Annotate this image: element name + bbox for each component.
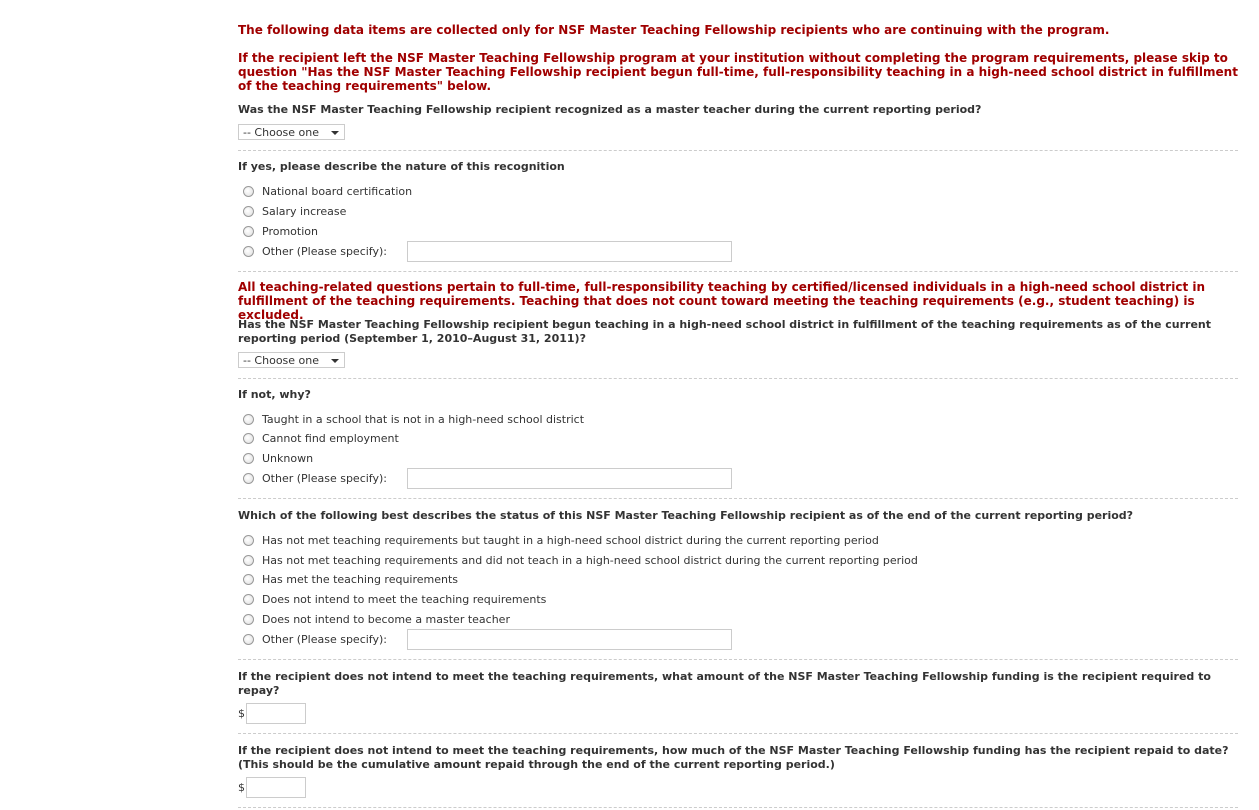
q7-amount-input[interactable] <box>246 777 306 798</box>
q1-select-value: -- Choose one <box>243 126 320 139</box>
skip-note: If the recipient left the NSF Master Teaching Fellowship program at your institution without completing the program requirements, please skip to question "Has the NSF Master Teaching Fellowship recipient begun full-time, full-responsibility teaching in a high-need school district in fulfillment of the teaching requirements" below. <box>238 51 1238 93</box>
option-label: Salary increase <box>262 204 347 218</box>
option-label: Has not met teaching requirements but taught in a high-need school district during the current reporting period <box>262 533 879 547</box>
divider <box>238 271 1238 272</box>
radio-button[interactable] <box>243 414 254 425</box>
radio-button[interactable] <box>243 574 254 585</box>
q2-option[interactable] <box>243 201 346 221</box>
radio-button[interactable] <box>243 535 254 546</box>
q5-label: Which of the following best describes the status of this NSF Master Teaching Fellowship recipient as of the end of the current reporting period? <box>238 509 1134 522</box>
q5-option[interactable] <box>243 550 918 570</box>
q4-other-input[interactable] <box>407 468 732 489</box>
divider <box>238 733 1238 734</box>
q6-amount <box>238 703 306 724</box>
q1-select[interactable] <box>238 124 345 140</box>
q5-option[interactable] <box>243 629 387 649</box>
option-label: Other (Please specify): <box>262 471 387 485</box>
q3-select[interactable] <box>238 352 345 368</box>
q5-option[interactable] <box>243 589 546 609</box>
q4-option[interactable] <box>243 448 313 468</box>
option-label: Taught in a school that is not in a high-need school district <box>262 412 585 426</box>
radio-button[interactable] <box>243 634 254 645</box>
q3-select-value: -- Choose one <box>243 354 320 367</box>
chevron-down-icon <box>331 131 339 135</box>
q2-option[interactable] <box>243 241 387 261</box>
q2-label: If yes, please describe the nature of this recognition <box>238 160 565 173</box>
currency-symbol: $ <box>238 707 245 720</box>
radio-button[interactable] <box>243 453 254 464</box>
option-label: Has met the teaching requirements <box>262 572 459 586</box>
intro-note: The following data items are collected only for NSF Master Teaching Fellowship recipients who are continuing with the program. <box>238 23 1110 37</box>
radio-button[interactable] <box>243 226 254 237</box>
q7-label: If the recipient does not intend to meet the teaching requirements, how much of the NSF Master Teaching Fellowship funding has the recipient repaid to date? (This should be the cumulative amount repaid through the end of the current reporting period.) <box>238 744 1229 771</box>
chevron-down-icon <box>331 359 339 363</box>
option-label: Other (Please specify): <box>262 244 387 258</box>
divider <box>238 150 1238 151</box>
divider <box>238 807 1238 808</box>
q2-option[interactable] <box>243 181 412 201</box>
q7-amount <box>238 777 306 798</box>
q5-option[interactable] <box>243 569 458 589</box>
q2-other-input[interactable] <box>407 241 732 262</box>
teaching-note: All teaching-related questions pertain to full-time, full-responsibility teaching by certified/licensed individuals in a high-need school district in fulfillment of the teaching requirements. Teaching that does not count toward meeting the teaching requirements (e.g., student teaching) is excluded. <box>238 280 1206 322</box>
radio-button[interactable] <box>243 594 254 605</box>
divider <box>238 498 1238 499</box>
divider <box>238 378 1238 379</box>
radio-button[interactable] <box>243 614 254 625</box>
option-label: Does not intend to become a master teacher <box>262 612 510 626</box>
option-label: Other (Please specify): <box>262 632 387 646</box>
q5-option[interactable] <box>243 530 879 550</box>
divider <box>238 659 1238 660</box>
option-label: Cannot find employment <box>262 431 399 445</box>
radio-button[interactable] <box>243 555 254 566</box>
q5-option[interactable] <box>243 609 510 629</box>
radio-button[interactable] <box>243 433 254 444</box>
q4-option[interactable] <box>243 468 387 488</box>
option-label: National board certification <box>262 184 413 198</box>
radio-button[interactable] <box>243 186 254 197</box>
currency-symbol: $ <box>238 781 245 794</box>
radio-button[interactable] <box>243 473 254 484</box>
q3-label: Has the NSF Master Teaching Fellowship recipient begun teaching in a high-need school district in fulfillment of the teaching requirements as of the current reporting period (September 1, 2010–August 31, 2011)? <box>238 318 1211 345</box>
q2-option[interactable] <box>243 221 318 241</box>
q4-option[interactable] <box>243 428 399 448</box>
option-label: Unknown <box>262 451 314 465</box>
option-label: Does not intend to meet the teaching requirements <box>262 592 547 606</box>
q1-label: Was the NSF Master Teaching Fellowship recipient recognized as a master teacher during the current reporting period? <box>238 103 982 116</box>
radio-button[interactable] <box>243 246 254 257</box>
radio-button[interactable] <box>243 206 254 217</box>
option-label: Has not met teaching requirements and did not teach in a high-need school district during the current reporting period <box>262 553 918 567</box>
option-label: Promotion <box>262 224 318 238</box>
q5-other-input[interactable] <box>407 629 732 650</box>
q4-option[interactable] <box>243 409 584 429</box>
q4-label: If not, why? <box>238 388 311 401</box>
q6-label: If the recipient does not intend to meet the teaching requirements, what amount of the NSF Master Teaching Fellowship funding is the recipient required to repay? <box>238 670 1211 697</box>
q6-amount-input[interactable] <box>246 703 306 724</box>
